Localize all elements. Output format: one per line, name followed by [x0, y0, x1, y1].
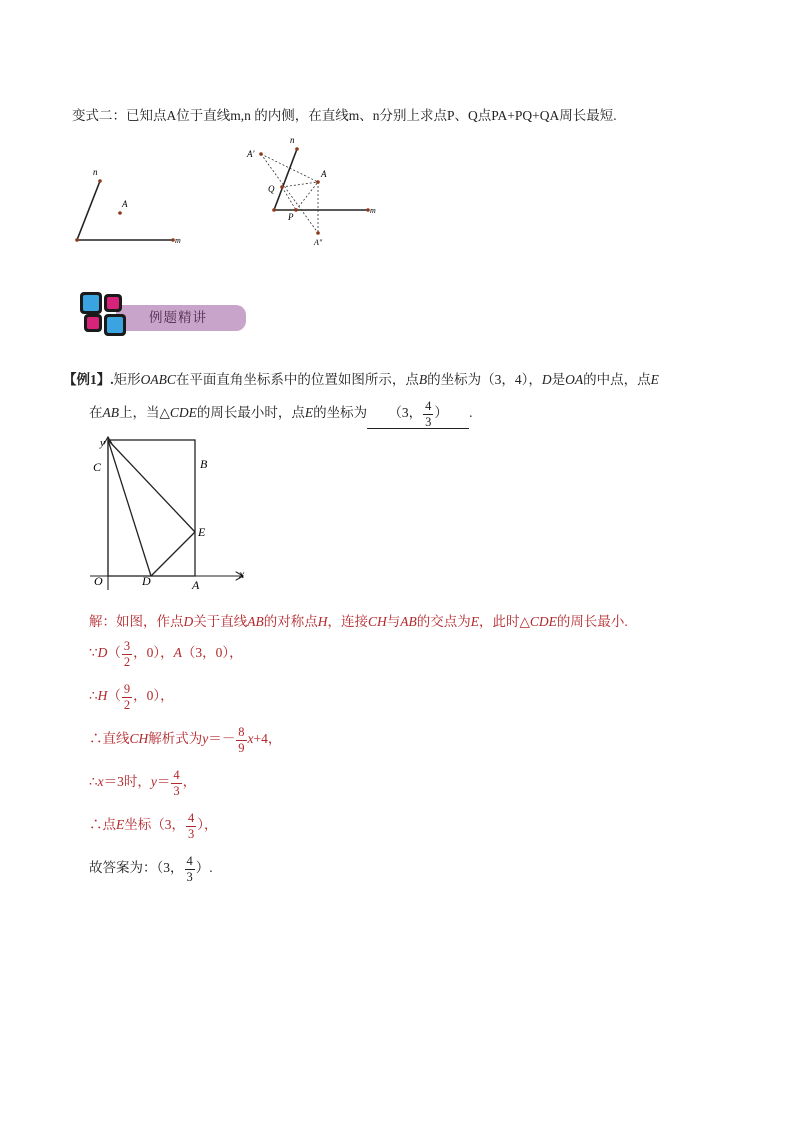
dash-q-p — [282, 187, 296, 210]
solution-line2: ∵D（ $\frac{3}{2}$ ，0），A（3，0）， — [89, 639, 243, 669]
label-d: D — [142, 574, 151, 588]
example1-question-line1: 【例1】.矩形OABC在平面直角坐标系中的位置如图所示，点B的坐标为（3，4），D是OA的中点，点E — [63, 372, 659, 387]
label-c: C — [93, 460, 102, 474]
label-a: A — [122, 199, 128, 209]
label-a1: A' — [247, 149, 255, 159]
figure-angle-point-a — [60, 160, 200, 255]
point-n-end — [295, 147, 299, 151]
label-m: m — [175, 236, 181, 245]
solution-line6: ∴点E坐标（3， $\frac{4}{3}$ ）， — [89, 811, 218, 841]
example1-question-line2: 在AB上，当△CDE的周长最小时，点E的坐标为 （3， $\frac{4}{3}$ ） . — [89, 399, 473, 429]
segment-de — [151, 532, 195, 576]
point-n-end — [98, 179, 102, 183]
point-q — [280, 185, 284, 189]
label-y: y — [100, 437, 105, 449]
label-o: O — [94, 574, 103, 588]
label-n: n — [290, 135, 295, 145]
label-a: A — [192, 578, 200, 592]
solution-line3: ∴H（ $\frac{9}{2}$ ，0）， — [89, 682, 174, 712]
label-x: x — [239, 567, 245, 581]
segment-cd — [108, 440, 151, 576]
variant-title: 变式二：已知点A位于直线m,n 的内侧，在直线m、n分别上求点P、Q点PA+PQ+QA周长最短. — [72, 108, 617, 123]
answer-blank: （3， $\frac{4}{3}$ ） — [367, 400, 469, 429]
example-tag: 【例1】. — [63, 372, 114, 387]
figure-reflection-construction — [240, 132, 390, 250]
point-a2 — [316, 231, 320, 235]
label-p: P — [288, 212, 294, 222]
segment-ce — [108, 440, 195, 532]
solution-answer-line: 故答案为：（3， $\frac{4}{3}$ ）. — [89, 854, 213, 884]
point-p — [294, 208, 298, 212]
dash-q-a — [282, 182, 318, 187]
rectangle-oabc — [108, 440, 195, 576]
label-a: A — [321, 169, 327, 179]
point-a — [316, 180, 320, 184]
section-banner — [78, 290, 248, 340]
label-n: n — [93, 167, 98, 177]
solution-line1: 解：如图，作点D关于直线AB的对称点H，连接CH与AB的交点为E，此时△CDE的周长最小. — [89, 614, 628, 629]
dash-p-a — [296, 182, 318, 210]
coordinate-figure — [86, 430, 256, 595]
line-n — [274, 149, 297, 210]
label-e: E — [198, 525, 206, 539]
label-b: B — [200, 457, 208, 471]
banner-label: 例题精讲 — [149, 310, 207, 326]
solution-line5: ∴x＝3时，y＝ $\frac{4}{3}$ ， — [89, 768, 197, 798]
point-a1 — [259, 152, 263, 156]
solution-line4: ∴直线CH解析式为y＝－ $\frac{8}{9}$ x+4， — [89, 725, 282, 755]
vertex-point — [272, 208, 276, 212]
point-a — [118, 211, 122, 215]
label-m: m — [370, 206, 376, 215]
vertex-point — [75, 238, 79, 242]
line-n — [77, 181, 100, 240]
label-q: Q — [268, 184, 275, 194]
label-a2: A" — [314, 238, 323, 247]
